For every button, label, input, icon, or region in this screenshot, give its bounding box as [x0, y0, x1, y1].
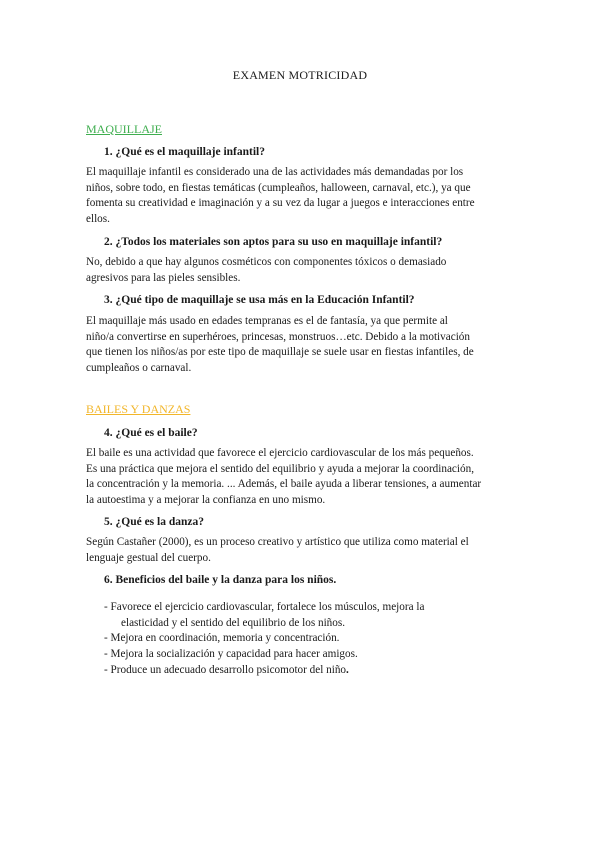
question-4: 4. ¿Qué es el baile?: [104, 427, 198, 439]
question-2: 2. ¿Todos los materiales son aptos para su uso en maquillaje infantil?: [104, 236, 443, 248]
answer-1: [86, 165, 512, 228]
list-item-text: - Produce un adecuado desarrollo psicomotor del niño: [104, 663, 347, 676]
list-item: - Mejora la socialización y capacidad para hacer amigos.: [104, 648, 358, 661]
answer-line: agresivos para las pieles sensibles.: [86, 271, 241, 284]
answer-line: El maquillaje infantil es considerado una de las actividades más demandadas por los: [86, 166, 464, 178]
answer-line: El maquillaje más usado en edades tempranas es el de fantasía, ya que permite al: [86, 315, 448, 327]
answer-line: El baile es una actividad que favorece el ejercicio cardiovascular de los más pequeños.: [86, 447, 474, 459]
section-heading-bailes-y-danzas: BAILES Y DANZAS: [86, 402, 191, 416]
answer-line: la concentración y la memoria. ... Además, el baile ayuda a liberar tensiones, a aumentar: [86, 478, 482, 491]
answer-5: [86, 535, 512, 566]
section-heading-maquillaje: MAQUILLAJE: [86, 122, 162, 136]
question-6: 6. Beneficios del baile y la danza para los niños.: [104, 574, 337, 586]
answer-line: niños, sobre todo, en fiestas temáticas (cumpleaños, halloween, carnaval, etc.), ya que: [86, 181, 471, 194]
answer-line: ellos.: [86, 213, 110, 226]
answer-line: lenguaje gestual del cuerpo.: [86, 551, 211, 564]
answer-line: Es una práctica que mejora el sentido del equilibrio y ayuda a mejorar la coordinación,: [86, 462, 474, 475]
answer-2: [86, 255, 512, 286]
list-item: - Favorece el ejercicio cardiovascular, fortalece los músculos, mejora la: [104, 601, 425, 613]
answer-line: que tienen los niños/as por este tipo de maquillaje se suele usar en fiestas infantiles, de: [86, 346, 474, 359]
document-title: EXAMEN MOTRICIDAD: [232, 68, 368, 82]
answer-line: Según Castañer (2000), es un proceso creativo y artístico que utiliza como material el: [86, 536, 469, 548]
question-3: 3. ¿Qué tipo de maquillaje se usa más en la Educación Infantil?: [104, 294, 415, 306]
answer-3: [86, 314, 512, 377]
answer-line: la autoestima y a mejorar la confianza en uno mismo.: [86, 494, 326, 507]
answer-line: niño/a convertirse en superhéroes, princesas, monstruos…etc. Debido a la motivación: [86, 330, 470, 343]
answer-line: No, debido a que hay algunos cosméticos con componentes tóxicos o demasiado: [86, 256, 447, 268]
list-item-continuation: elasticidad y el sentido del equilibrio de los niños.: [121, 616, 346, 629]
benefits-list: [104, 600, 504, 679]
question-1: 1. ¿Qué es el maquillaje infantil?: [104, 146, 265, 158]
list-item: - Mejora en coordinación, memoria y concentración.: [104, 632, 340, 645]
answer-4: [86, 446, 512, 509]
list-item: [104, 663, 504, 679]
list-item-period: .: [346, 663, 349, 676]
answer-line: fomenta su creatividad e imaginación y a su vez da lugar a juegos e interacciones entre: [86, 197, 475, 210]
question-5: 5. ¿Qué es la danza?: [104, 516, 204, 528]
answer-line: cumpleaños o carnaval.: [86, 362, 192, 375]
